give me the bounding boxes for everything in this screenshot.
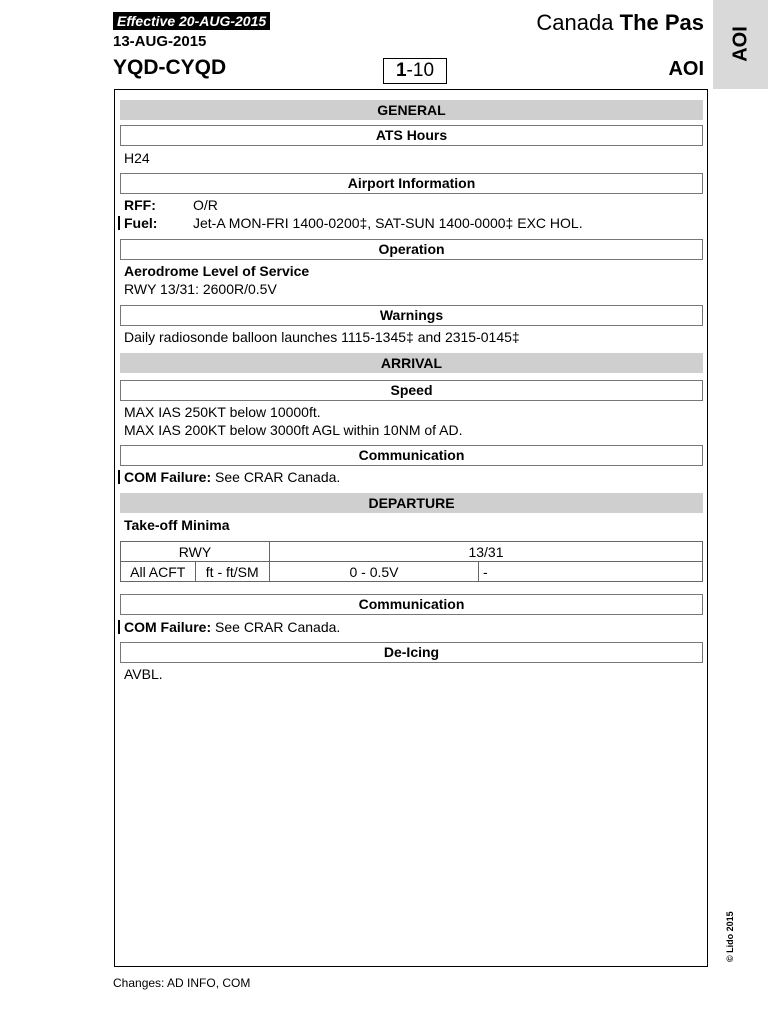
subsection-warnings: Warnings [120,305,703,326]
com-failure-value: See CRAR Canada. [211,619,341,635]
departure-com-failure [124,619,340,635]
speed-line-2: MAX IAS 200KT below 3000ft AGL within 10NM of AD. [124,422,463,438]
section-arrival: ARRIVAL [120,353,703,373]
region-side-tab [713,0,768,89]
side-tab-label: AOI [729,26,751,62]
com-failure-label: COM Failure: [124,469,212,485]
region-code: AOI [668,58,704,80]
other-cell: - [479,562,703,582]
acft-cell: All ACFT [121,562,196,582]
fuel-value: Jet-A MON-FRI 1400-0200‡, SAT-SUN 1400-0000‡ EXC HOL. [193,215,583,231]
airport-ident: YQD-CYQD [113,56,227,79]
com-failure-label: COM Failure: [124,619,212,635]
aerodrome-level-label: Aerodrome Level of Service [124,263,310,279]
subsection-operation: Operation [120,239,703,260]
com-failure-value: See CRAR Canada. [211,469,341,485]
takeoff-minima-table [120,541,703,582]
page-number-section: 1 [395,60,407,81]
unit-cell: ft - ft/SM [195,562,270,582]
de-icing-value: AVBL. [124,666,163,682]
changes-note: Changes: AD INFO, COM [113,976,251,990]
rff-label: RFF: [124,197,156,213]
copyright: © Lido 2015 [725,911,735,962]
speed-line-1: MAX IAS 250KT below 10000ft. [124,404,321,420]
subsection-de-icing: De-Icing [120,642,703,663]
rwy-value: 13/31 [270,542,703,562]
section-departure: DEPARTURE [120,493,703,513]
minima-cell: 0 - 0.5V [270,562,479,582]
change-bar [118,620,120,634]
table-row [121,542,703,562]
subsection-arrival-communication: Communication [120,445,703,466]
takeoff-minima-title: Take-off Minima [124,517,230,533]
issue-date: 13-AUG-2015 [113,33,207,50]
ats-hours-value: H24 [124,150,150,166]
effective-date-badge: Effective 20-AUG-2015 [113,12,270,30]
subsection-departure-communication: Communication [120,594,703,615]
aerodrome-level-value: RWY 13/31: 2600R/0.5V [124,281,277,297]
subsection-airport-information: Airport Information [120,173,703,194]
location-title [536,10,704,36]
warnings-text: Daily radiosonde balloon launches 1115-1345‡ and 2315-0145‡ [124,329,520,345]
fuel-label: Fuel: [124,215,158,231]
city: The Pas [619,10,704,35]
page-number-page: -10 [406,60,435,81]
subsection-speed: Speed [120,380,703,401]
rwy-header: RWY [121,542,270,562]
subsection-ats-hours: ATS Hours [120,125,703,146]
country: Canada [536,10,614,35]
table-row [121,562,703,582]
page-number [383,58,447,84]
arrival-com-failure [124,469,340,485]
section-general: GENERAL [120,100,703,120]
change-bar [118,216,120,230]
change-bar [118,470,120,484]
rff-value: O/R [193,197,218,213]
